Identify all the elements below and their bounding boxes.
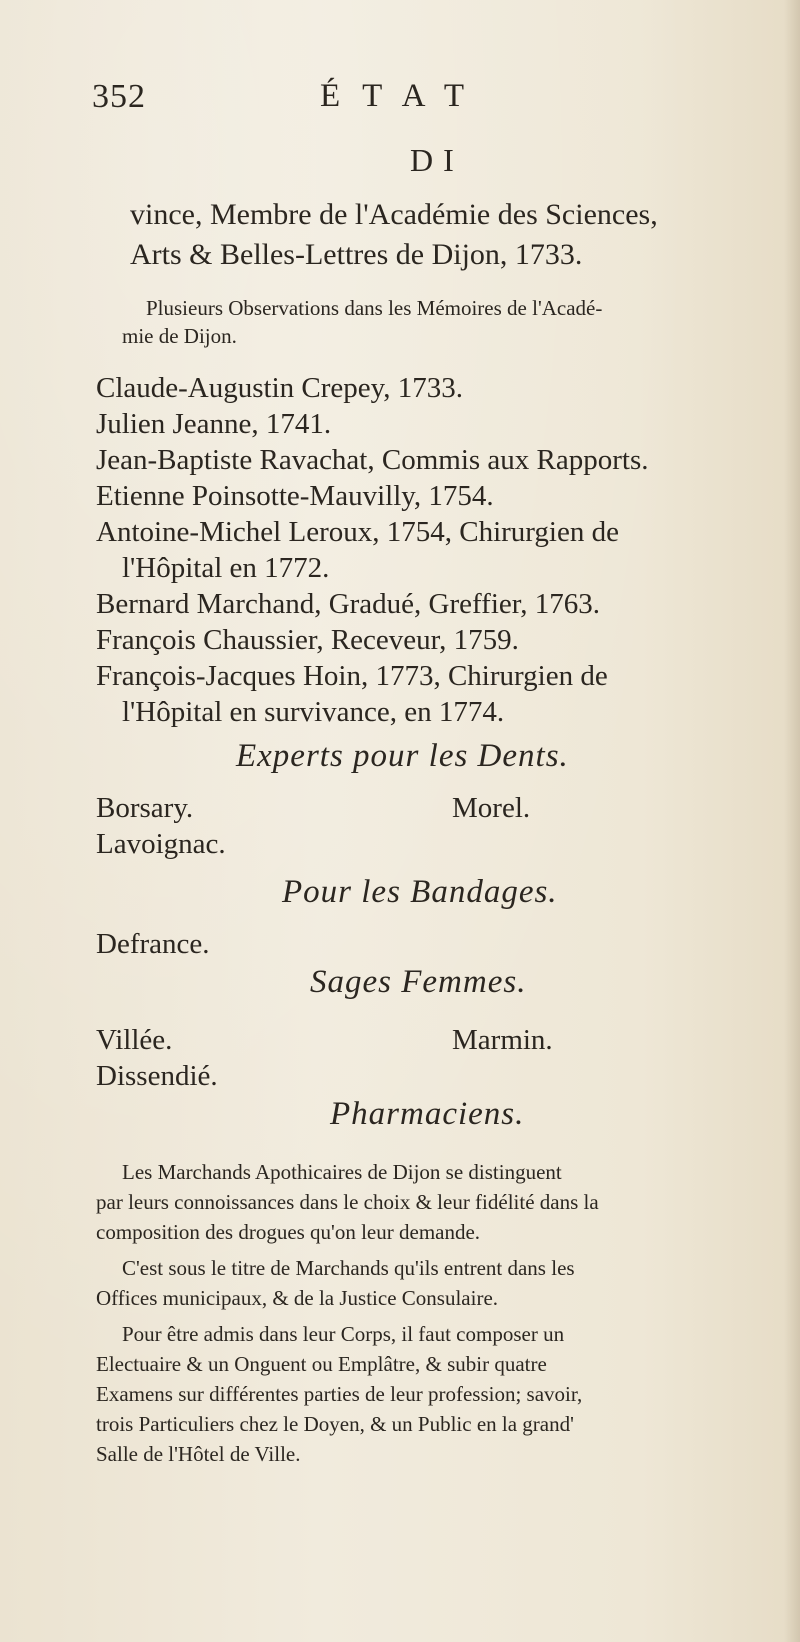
sages-right-name: Marmin. — [452, 1024, 553, 1056]
section-heading-bandages: Pour les Bandages. — [282, 874, 558, 910]
pharmaciens-para3-line: Salle de l'Hôtel de Ville. — [96, 1442, 301, 1466]
member-entry: François Chaussier, Receveur, 1759. — [96, 624, 519, 656]
pharmaciens-para1-line: par leurs connoissances dans le choix & leur fidélité dans la — [96, 1190, 599, 1214]
pharmaciens-para3-line: Examens sur différentes parties de leur profession; savoir, — [96, 1382, 583, 1406]
running-head — [92, 78, 652, 128]
pharmaciens-para2-line: C'est sous le titre de Marchands qu'ils entrent dans les — [122, 1256, 575, 1280]
member-entry: Etienne Poinsotte-Mauvilly, 1754. — [96, 480, 494, 512]
note-line: mie de Dijon. — [122, 324, 237, 348]
catchword: DI — [410, 142, 464, 178]
dents-left-name: Lavoignac. — [96, 828, 226, 860]
pharmaciens-para1-line: composition des drogues qu'on leur demande. — [96, 1220, 481, 1244]
section-heading-pharmaciens: Pharmaciens. — [330, 1096, 525, 1132]
page-number: 352 — [92, 78, 146, 115]
section-heading-sages-femmes: Sages Femmes. — [310, 964, 527, 1000]
intro-line: Arts & Belles-Lettres de Dijon, 1733. — [130, 238, 583, 271]
member-entry: l'Hôpital en survivance, en 1774. — [122, 696, 505, 728]
sages-left-name: Dissendié. — [96, 1060, 218, 1092]
pharmaciens-para3-line: Pour être admis dans leur Corps, il faut composer un — [122, 1322, 565, 1346]
member-entry: Antoine-Michel Leroux, 1754, Chirurgien de — [96, 516, 619, 548]
pharmaciens-para2-line: Offices municipaux, & de la Justice Consulaire. — [96, 1286, 499, 1310]
member-entry: François-Jacques Hoin, 1773, Chirurgien de — [96, 660, 608, 692]
section-heading-dents: Experts pour les Dents. — [236, 738, 569, 774]
bandages-name: Defrance. — [96, 928, 210, 960]
note-line: Plusieurs Observations dans les Mémoires de l'Acadé- — [146, 296, 603, 320]
pharmaciens-para3-line: trois Particuliers chez le Doyen, & un Public en la grand' — [96, 1412, 574, 1436]
member-entry: Bernard Marchand, Gradué, Greffier, 1763. — [96, 588, 600, 620]
member-entry: Claude-Augustin Crepey, 1733. — [96, 372, 464, 404]
member-entry: l'Hôpital en 1772. — [122, 552, 330, 584]
page-edge-shadow — [784, 0, 800, 1642]
dents-left-name: Borsary. — [96, 792, 194, 824]
member-entry: Julien Jeanne, 1741. — [96, 408, 332, 440]
pharmaciens-para1-line: Les Marchands Apothicaires de Dijon se distinguent — [122, 1160, 562, 1184]
pharmaciens-para3-line: Electuaire & un Onguent ou Emplâtre, & subir quatre — [96, 1352, 547, 1376]
dents-right-name: Morel. — [452, 792, 531, 824]
running-title: ÉTAT — [320, 78, 487, 114]
member-entry: Jean-Baptiste Ravachat, Commis aux Rapports. — [96, 444, 649, 476]
intro-line: vince, Membre de l'Académie des Sciences, — [130, 198, 658, 231]
sages-left-name: Villée. — [96, 1024, 173, 1056]
